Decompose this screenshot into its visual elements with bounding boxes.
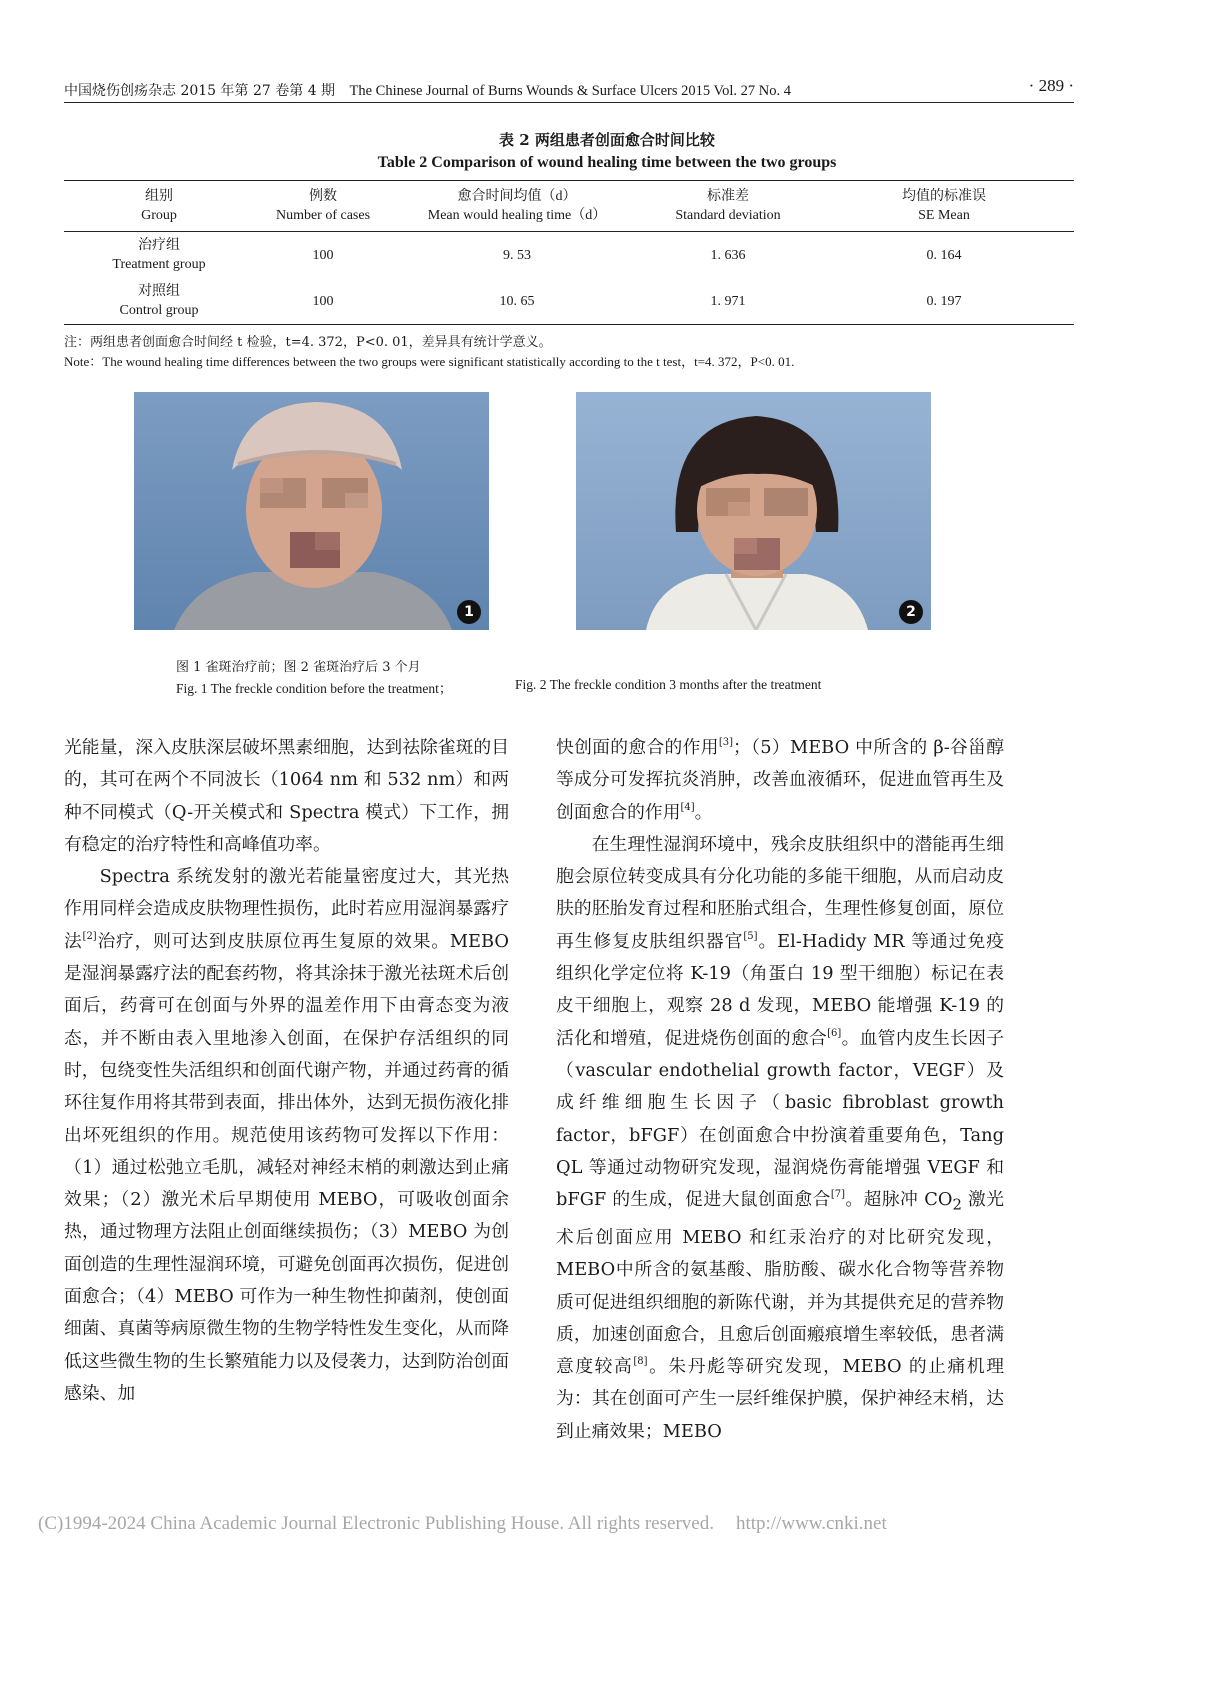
se-cell: 0. 164 — [926, 247, 962, 263]
sd-cell: 1. 971 — [642, 278, 814, 325]
body-paragraph: 光能量，深入皮肤深层破坏黑素细胞，达到祛除雀斑的目的，其可在两个不同波长（1064 nm 和 532 nm）和两种不同模式（Q-开关模式和 Spectra 模式）下工作，拥有稳定的治疗特性和高峰值功率。 — [64, 737, 509, 855]
copyright-text: (C)1994-2024 China Academic Journal Electronic Publishing House. All rights reserved. — [38, 1513, 714, 1534]
patient-photo-before — [134, 392, 489, 630]
figure-number-badge: 2 — [899, 600, 923, 624]
table-row — [64, 232, 1074, 279]
mean-cell: 10. 65 — [392, 278, 642, 325]
sd-cell: 1. 636 — [710, 247, 746, 263]
figure-caption-cn: 图 1 雀斑治疗前；图 2 雀斑治疗后 3 个月 — [176, 660, 421, 675]
page-number: · 289 · — [1028, 76, 1074, 95]
group-cell: 治疗组 Treatment group — [112, 238, 206, 272]
body-paragraph: 快创面的愈合的作用[3]；（5）MEBO 中所含的 β-谷甾醇等成分可发挥抗炎消肿，改善血液循环，促进血管再生及创面愈合的作用[4]。 — [556, 737, 1004, 823]
cases-cell: 100 — [312, 247, 334, 263]
cases-cell: 100 — [254, 278, 392, 325]
column-header: 组别 Group — [64, 181, 254, 232]
healing-time-table — [64, 180, 1074, 325]
journal-name-en: The Chinese Journal of Burns Wounds & Surface Ulcers 2015 Vol. 27 No. 4 — [349, 83, 791, 99]
table-caption-en: Table 2 Comparison of wound healing time between the two groups — [377, 154, 837, 171]
table-row — [64, 278, 1074, 325]
column-header: 例数 Number of cases — [254, 181, 392, 232]
patient-photo-after — [576, 392, 931, 630]
running-header — [64, 76, 1074, 103]
group-cell: 对照组 Control group — [64, 278, 254, 325]
journal-citation — [64, 80, 791, 100]
figure-2-caption-en: Fig. 2 The freckle condition 3 months after the treatment — [515, 677, 822, 692]
table-note-cn: 注：两组患者创面愈合时间经 t 检验，t=4. 372，P<0. 01，差异具有统计学意义。 — [64, 335, 552, 350]
column-header: 愈合时间均值（d） Mean would healing time（d） — [392, 181, 642, 232]
copyright-footer — [38, 1513, 887, 1535]
se-cell: 0. 197 — [814, 278, 1074, 325]
figure-number-badge: 1 — [457, 600, 481, 624]
column-header: 均值的标准误 SE Mean — [814, 181, 1074, 232]
table-header-row — [64, 181, 1074, 232]
patient-after-illustration — [576, 392, 931, 630]
body-column-right — [556, 732, 1004, 1448]
journal-name-cn: 中国烧伤创疡杂志 2015 年第 27 卷第 4 期 — [64, 83, 336, 99]
table-caption-cn: 表 2 两组患者创面愈合时间比较 — [499, 131, 715, 149]
figure-1-caption-en: Fig. 1 The freckle condition before the treatment； — [176, 681, 453, 696]
table-note-en: Note：The wound healing time differences between the two groups were significant statistically according to the t test，t=4. 372，P<0. 01. — [64, 354, 795, 369]
cnki-link[interactable]: http://www.cnki.net — [735, 1513, 887, 1534]
column-header: 标准差 Standard deviation — [642, 181, 814, 232]
mean-cell: 9. 53 — [503, 247, 531, 263]
body-paragraph: Spectra 系统发射的激光若能量密度过大，其光热作用同样会造成皮肤物理性损伤，此时若应用湿润暴露疗法[2]治疗，则可达到皮肤原位再生复原的效果。MEBO 是湿润暴露疗法的配套药物，将其涂抹于激光祛斑术后创面后，药膏可在创面与外界的温差作用下由膏态变为液态，并不断由表入里地渗入创面，在保护存活组织的同时，包绕变性失活组织和创面代谢产物，并通过药膏的循环往复作用将其带到表面，排出体外，达到无损伤液化排出坏死组织的作用。规范使用该药物可发挥以下作用：（1）通过松弛立毛肌，减轻对神经末梢的刺激达到止痛效果；（2）激光术后早期使用 MEBO，可吸收创面余热，通过物理方法阻止创面继续损伤；（3）MEBO 为创面创造的生理性湿润环境，可避免创面再次损伤，促进创面愈合；（4）MEBO 可作为一种生物性抑菌剂，使创面细菌、真菌等病原微生物的生物学特性发生变化，从而降低这些微生物的生长繁殖能力以及侵袭力，达到防治创面感染、加 — [64, 866, 509, 1404]
body-paragraph: 在生理性湿润环境中，残余皮肤组织中的潜能再生细胞会原位转变成具有分化功能的多能干细胞，从而启动皮肤的胚胎发育过程和胚胎式组合，生理性修复创面，原位再生修复皮肤组织器官[5]。El-Hadidy MR 等通过免疫组织化学定位将 K-19（角蛋白 19 型干细胞）标记在表皮干细胞上，观察 28 d 发现，MEBO 能增强 K-19 的活化和增殖，促进烧伤创面的愈合[6]。血管内皮生长因子（vascular endothelial growth factor，VEGF）及成纤维细胞生长因子（basic fibroblast growth factor，bFGF）在创面愈合中扮演着重要角色，Tang QL 等通过动物研究发现，湿润烧伤膏能增强 VEGF 和 bFGF 的生成，促进大鼠创面愈合[7]。超脉冲 $CO_2$ 激光术后创面应用 MEBO 和红汞治疗的对比研究发现，MEBO中所含的氨基酸、脂肪酸、碳水化合物等营养物质可促进组织细胞的新陈代谢，并为其提供充足的营养物质，加速创面愈合，且愈后创面瘢痕增生率较低，患者满意度较高[8]。朱丹彪等研究发现，MEBO 的止痛机理为：其在创面可产生一层纤维保护膜，保护神经末梢，达到止痛效果；MEBO — [556, 833, 1005, 1442]
body-column-left — [64, 732, 509, 1410]
patient-before-illustration — [134, 392, 489, 630]
